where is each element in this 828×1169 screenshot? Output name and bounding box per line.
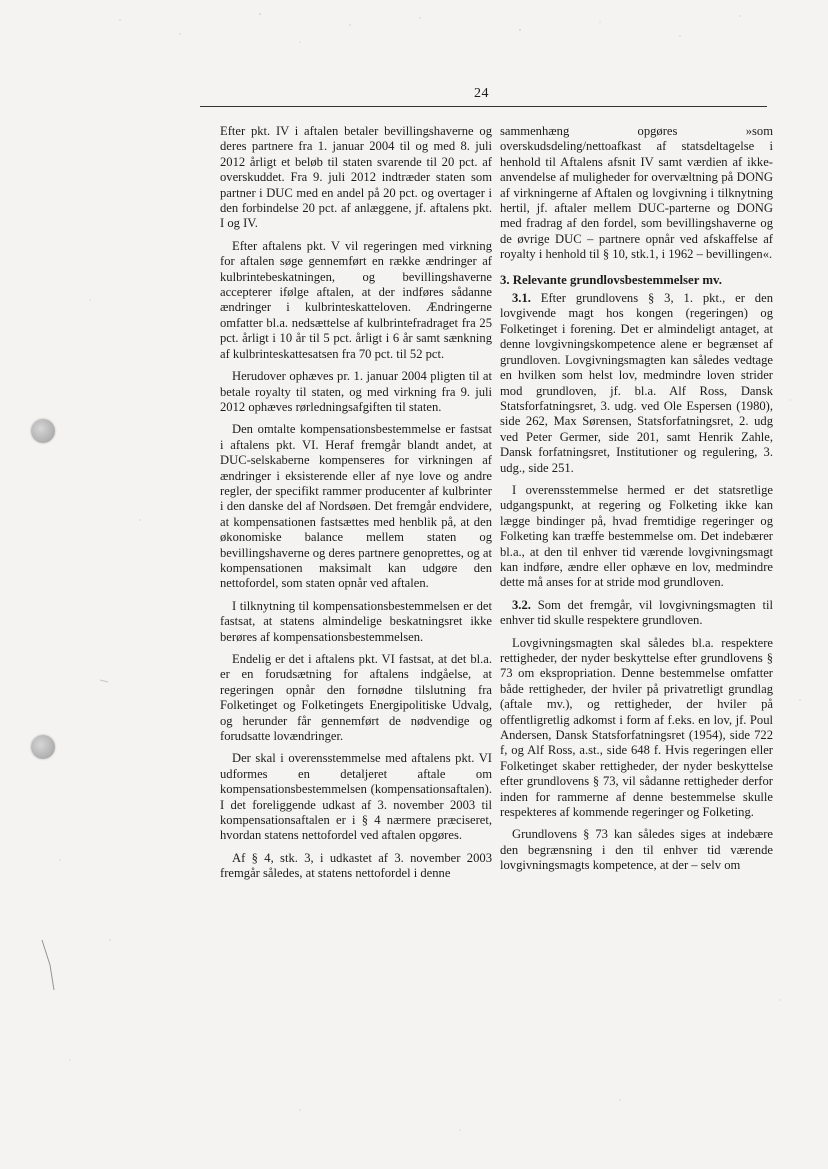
left-column (220, 124, 492, 889)
left-paragraph-1: Efter pkt. IV i aftalen betaler bevillingshaverne og deres partnere fra 1. januar 2004 til og med 8. juli 2012 årligt et beløb til staten svarende til 20 pct. af overskuddet. Fra 9. juli 2012 indtræder staten som partner i DUC med en andel på 20 pct. og overtager i den forbindelse 20 pct. af anlæggene, jf. aftalens pkt. I og IV. (220, 124, 492, 231)
header-divider (200, 106, 767, 107)
subsection-3-2-number: 3.2. (512, 597, 531, 612)
right-paragraph-4: Lovgivningsmagten skal således bl.a. respektere rettigheder, der nyder beskyttelse efter grundlovens § 73 om ekspropriation. Denne bestemmelse omfatter både rettigheder, der hviler på privatretligt grundlag (aftale mv.), og rettigheder, der hviler på offentligretlig adkomst i form af f.eks. en lov, jf. Poul Andersen, Dansk Statsforfatningsret (1954), side 722 f, og Alf Ross, a.st., side 648 f. Hvis regeringen eller Folketinget skaber rettigheder, der nyder beskyttelse efter grundlovens § 73, vil sådanne rettigheder derfor inden for rammerne af denne bestemmelse skulle respekteres af kommende regeringer og Folketing. (500, 635, 773, 820)
punch-hole-top (31, 419, 55, 443)
left-paragraph-4: Den omtalte kompensationsbestemmelse er fastsat i aftalens pkt. VI. Heraf fremgår blandt andet, at DUC-selskaberne kompenseres for virkningen af ændringer i eksisterende eller af nye love og andre regler, der specifikt rammer producenter af kulbrinter i den danske del af Nordsøen. Det fremgår endvidere, at kompensationen fastsættes med henblik på, at den økonomiske balance mellem staten og bevillingshaverne og deres partnere genoprettes, og at kompensationen maksimalt kan udgøre den nettofordel, som staten opnår ved aftalen. (220, 422, 492, 591)
page-number: 24 (474, 86, 489, 101)
left-paragraph-7: Der skal i overensstemmelse med aftalens pkt. VI udformes en detaljeret aftale om kompensationsbestemmelsen (kompensationsaftalen). I det foreliggende udkast af 3. november 2003 til kompensationsaftalen er i § 4 nærmere præciseret, hvordan statens nettofordel ved aftalen opgøres. (220, 751, 492, 843)
punch-hole-bottom (31, 735, 55, 759)
subsection-3-2 (500, 598, 773, 629)
left-paragraph-2: Efter aftalens pkt. V vil regeringen med virkning for aftalen søge gennemført en række ændringer af kulbrintebeskatningen, og bevillingshaverne accepterer ifølge aftalen, at der indføres sådanne ændringer i kulbrinteskatteloven. Ændringerne omfatter bl.a. nedsættelse af kulbrintefradraget fra 25 pct. årligt i 10 år til 5 pct. årligt i 6 år samt sænkning af kulbrinteskattesatsen fra 70 pct. til 52 pct. (220, 238, 492, 361)
subsection-3-1-text: Efter grundlovens § 3, 1. pkt., er den lovgivende magt hos kongen (regeringen) og Folketinget i forening. Det er almindeligt antaget, at denne lovgivningskompetence alene er begrænset af grundloven. Lovgivningsmagten kan således vedtage en hvilken som helst lov, medmindre loven strider mod grundloven, jf. bl.a. Alf Ross, Dansk Statsforfatningsret, 3. udg. ved Ole Espersen (1980), side 262, Max Sørensen, Statsforfatningsret, 2. udg ved Peter Germer, side 201, samt Henrik Zahle, Dansk forfatningsret, Institutioner og regulering, 3. udg., side 251. (500, 291, 773, 475)
left-paragraph-5: I tilknytning til kompensationsbestemmelsen er det fastsat, at statens almindelige beskatningsret ikke berøres af kompensationsbestemmelsen. (220, 598, 492, 644)
right-column (500, 124, 773, 881)
subsection-3-1 (500, 291, 773, 476)
left-paragraph-8: Af § 4, stk. 3, i udkastet af 3. november 2003 fremgår således, at statens nettofordel i denne (220, 850, 492, 881)
right-paragraph-5: Grundlovens § 73 kan således siges at indebære den begrænsning i den til enhver tid værende lovgivningsmagts kompetence, at der – selv om (500, 827, 773, 873)
left-paragraph-6: Endelig er det i aftalens pkt. VI fastsat, at det bl.a. er en forudsætning for aftalens indgåelse, at regeringen opnår den fornødne tilslutning fra Folketinget og Folketingets Energipolitiske Udvalg, og herunder får gennemført de nødvendige og forudsatte lovændringer. (220, 652, 492, 744)
subsection-3-2-text: Som det fremgår, vil lovgivningsmagten til enhver tid skulle respektere grundloven. (500, 597, 773, 628)
right-paragraph-2: I overensstemmelse hermed er det statsretlige udgangspunkt, at regering og Folketing ikke kan lægge bindinger på, hvad fremtidige regeringer og Folketing kan træffe bestemmelse om. Det indebærer bl.a., at den til enhver tid værende lovgivningsmagt kan indføre, ændre eller ophæve en lov, medmindre dette må anses for at stride mod grundloven. (500, 482, 773, 590)
section-heading: 3. Relevante grundlovsbestemmelser mv. (500, 272, 722, 287)
left-paragraph-3: Herudover ophæves pr. 1. januar 2004 pligten til at betale royalty til staten, og med virkning fra 9. juli 2012 ophæves rørledningsafgiften til staten. (220, 369, 492, 414)
subsection-3-1-number: 3.1. (512, 291, 531, 306)
right-intro-paragraph: sammenhæng opgøres »som overskudsdeling/nettoafkast af statsdeltagelse i henhold til Aftalens afsnit IV samt værdien af ikke-anvendelse af muligheder for overvæltning på DONG af virkningerne af Aftalen og lovgivning i tilknytning hertil, jf. aftaler mellem DUC-parterne og DONG med fradrag af den fordel, som bevillingshaverne og de øvrige DUC – partnere opnår ved afskaffelse af royalty i henhold til § 10, stk.1, i 1962 – bevillingen«. (500, 124, 773, 262)
